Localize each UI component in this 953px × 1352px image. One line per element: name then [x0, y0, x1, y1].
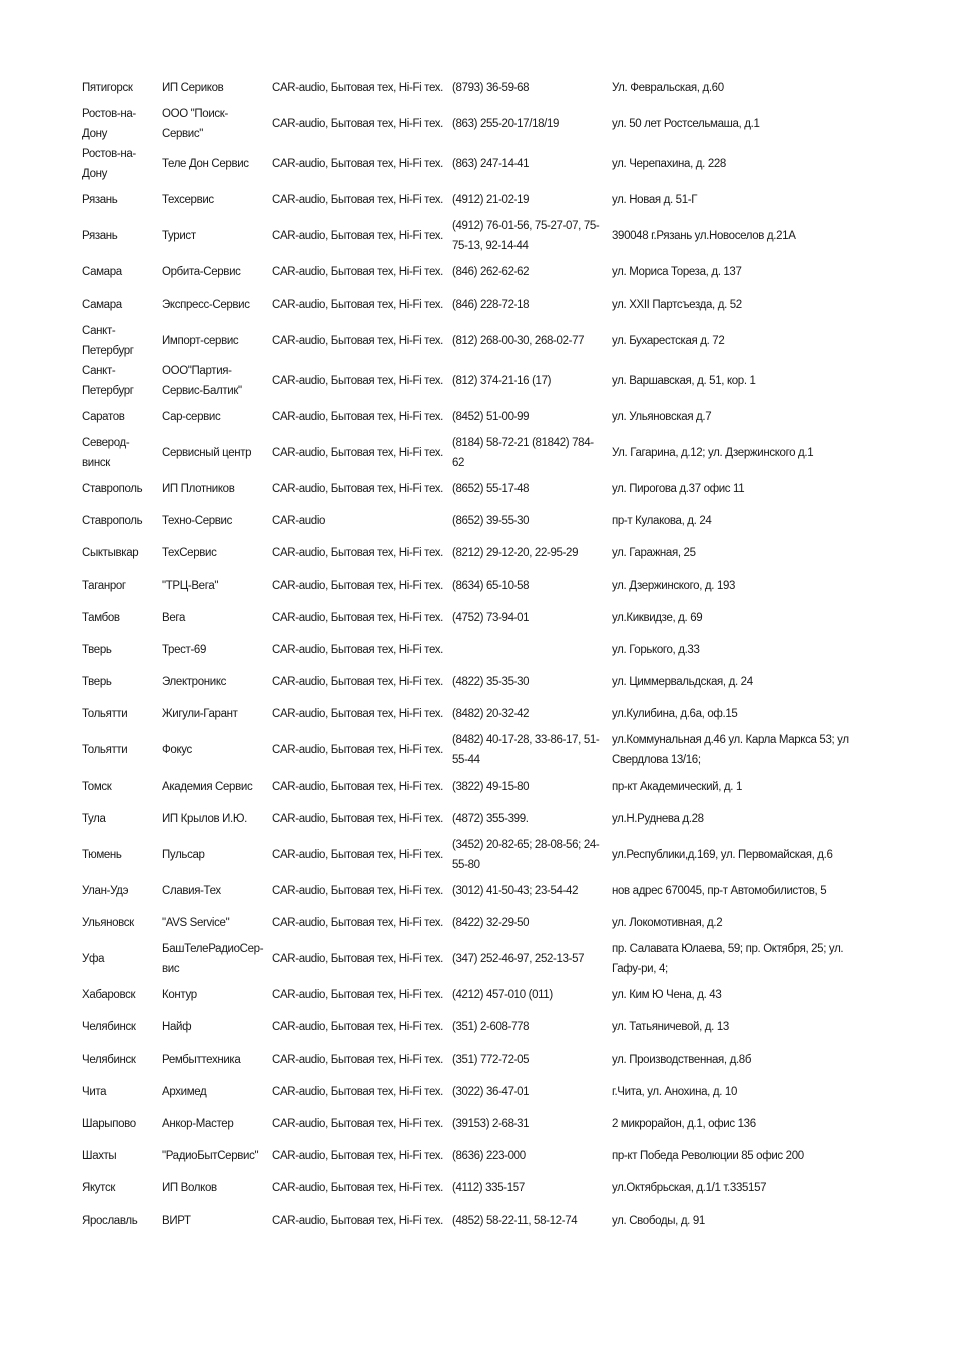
address-cell: Ул. Гагарина, д.12; ул. Дзержинского д.1	[612, 446, 814, 459]
table-row	[78, 1172, 868, 1204]
phone-cell: (8212) 29-12-20, 22-95-29	[452, 547, 579, 560]
table-row	[78, 1140, 868, 1172]
service-name-cell: Импорт-сервис	[162, 334, 239, 347]
phone-cell: (351) 772-72-05	[452, 1053, 530, 1066]
phone-cell: (8652) 55-17-48	[452, 483, 530, 496]
phone-cell: (812) 374-21-16 (17)	[452, 374, 552, 387]
service-name-cell: ИП Крылов И.Ю.	[162, 812, 248, 825]
equipment-type-cell: CAR-audio, Бытовая тех, Hi-Fi тех.	[272, 118, 443, 131]
phone-cell: (846) 228-72-18	[452, 298, 530, 311]
service-name-cell: Фокус	[162, 744, 192, 757]
phone-cell	[448, 634, 608, 666]
equipment-type-cell: CAR-audio, Бытовая тех, Hi-Fi тех.	[272, 446, 443, 459]
phone-cell: (8184) 58-72-21 (81842) 784-62	[452, 436, 594, 469]
service-name-cell: Электроникс	[162, 676, 227, 689]
address-cell: 390048 г.Рязань ул.Новоселов д.21А	[612, 230, 796, 243]
equipment-type-cell: CAR-audio, Бытовая тех, Hi-Fi тех.	[272, 1182, 443, 1195]
address-cell: 2 микрорайон, д.1, офис 136	[612, 1118, 756, 1131]
phone-cell: (8452) 51-00-99	[452, 410, 530, 423]
service-name-cell: БашТелеРадиоСер-вис	[162, 943, 264, 976]
table-row	[78, 1076, 868, 1108]
address-cell: пр. Салавата Юлаева, 59; пр. Октября, 25; ул. Гафу-ри, 4;	[612, 943, 844, 976]
address-cell: ул. Варшавская, д. 51, кор. 1	[612, 374, 756, 387]
service-name-cell: Трест-69	[162, 643, 207, 656]
city-cell: Тула	[82, 812, 106, 825]
equipment-type-cell: CAR-audio, Бытовая тех, Hi-Fi тех.	[272, 917, 443, 930]
address-cell: пр-кт Победа Революции 85 офис 200	[612, 1150, 804, 1163]
city-cell: Саратов	[82, 410, 125, 423]
service-name-cell: ВИРТ	[162, 1214, 191, 1227]
table-row	[78, 505, 868, 537]
address-cell: ул. Локомотивная, д.2	[612, 917, 723, 930]
table-row	[78, 939, 868, 979]
equipment-type-cell: CAR-audio, Бытовая тех, Hi-Fi тех.	[272, 812, 443, 825]
table-row	[78, 770, 868, 802]
service-name-cell: Экспресс-Сервис	[162, 298, 250, 311]
table-row	[78, 104, 868, 144]
equipment-type-cell: CAR-audio, Бытовая тех, Hi-Fi тех.	[272, 194, 443, 207]
table-row	[78, 666, 868, 698]
phone-cell: (351) 2-608-778	[452, 1021, 530, 1034]
table-row	[78, 602, 868, 634]
service-name-cell: Анкор-Мастер	[162, 1118, 234, 1131]
address-cell: ул. XXII Партсъезда, д. 52	[612, 298, 742, 311]
service-name-cell: "AVS Service"	[162, 917, 230, 930]
table-row	[78, 907, 868, 939]
service-name-cell: Техсервис	[162, 194, 214, 207]
phone-cell: (8636) 223-000	[452, 1150, 526, 1163]
equipment-type-cell: CAR-audio, Бытовая тех, Hi-Fi тех.	[272, 82, 443, 95]
city-cell: Якутск	[82, 1182, 116, 1195]
address-cell: ул.Октябрьская, д.1/1 т.335157	[612, 1182, 767, 1195]
table-row	[78, 361, 868, 401]
city-cell: Тюмень	[82, 848, 122, 861]
phone-cell: (812) 268-00-30, 268-02-77	[452, 334, 585, 347]
city-cell: Тольятти	[82, 708, 128, 721]
service-name-cell: ООО"Партия-Сервис-Балтик"	[162, 364, 242, 397]
equipment-type-cell: CAR-audio, Бытовая тех, Hi-Fi тех.	[272, 483, 443, 496]
phone-cell: (8634) 65-10-58	[452, 579, 530, 592]
service-name-cell: Теле Дон Сервис	[162, 158, 249, 171]
city-cell: Томск	[82, 780, 112, 793]
city-cell: Челябинск	[82, 1021, 136, 1034]
table-row	[78, 216, 868, 256]
service-centers-table	[78, 72, 868, 1237]
phone-cell: (8482) 40-17-28, 33-86-17, 51-55-44	[452, 734, 600, 767]
equipment-type-cell: CAR-audio, Бытовая тех, Hi-Fi тех.	[272, 780, 443, 793]
equipment-type-cell: CAR-audio, Бытовая тех, Hi-Fi тех.	[272, 266, 443, 279]
equipment-type-cell: CAR-audio, Бытовая тех, Hi-Fi тех.	[272, 334, 443, 347]
address-cell: ул. Производственная, д.8б	[612, 1053, 752, 1066]
table-row	[78, 698, 868, 730]
phone-cell: (8793) 36-59-68	[452, 82, 530, 95]
equipment-type-cell: CAR-audio, Бытовая тех, Hi-Fi тех.	[272, 708, 443, 721]
city-cell: Уфа	[82, 953, 105, 966]
address-cell: ул. Мориса Тореза, д. 137	[612, 266, 742, 279]
table-row	[78, 256, 868, 288]
city-cell: Таганрог	[82, 579, 126, 592]
table-row	[78, 144, 868, 184]
city-cell: Пятигорск	[82, 82, 133, 95]
service-name-cell: Орбита-Сервис	[162, 266, 241, 279]
address-cell: ул. Гаражная, 25	[612, 547, 696, 560]
address-cell: Ул. Февральская, д.60	[612, 82, 724, 95]
service-name-cell: Турист	[162, 230, 196, 243]
phone-cell: (3022) 36-47-01	[452, 1085, 530, 1098]
equipment-type-cell: CAR-audio, Бытовая тех, Hi-Fi тех.	[272, 410, 443, 423]
service-name-cell: "ТРЦ-Вега"	[162, 579, 219, 592]
service-name-cell: Сар-сервис	[162, 410, 221, 423]
service-name-cell: Вега	[162, 611, 186, 624]
table-row	[78, 401, 868, 433]
address-cell: ул. Циммервальдская, д. 24	[612, 676, 753, 689]
phone-cell: (4212) 457-010 (011)	[452, 989, 553, 1002]
address-cell: ул. Татьяничевой, д. 13	[612, 1021, 729, 1034]
table-row	[78, 321, 868, 361]
address-cell: пр-т Кулакова, д. 24	[612, 515, 712, 528]
service-name-cell: ИП Сериков	[162, 82, 224, 95]
service-name-cell: ТехСервис	[162, 547, 217, 560]
address-cell: ул. Бухарестская д. 72	[612, 334, 725, 347]
service-name-cell: ИП Волков	[162, 1182, 217, 1195]
address-cell: ул. Ульяновская д.7	[612, 410, 712, 423]
service-name-cell: ООО "Поиск-Сервис"	[162, 108, 228, 141]
equipment-type-cell: CAR-audio, Бытовая тех, Hi-Fi тех.	[272, 884, 443, 897]
city-cell: Сыктывкар	[82, 547, 139, 560]
service-name-cell: Архимед	[162, 1085, 207, 1098]
address-cell: пр-кт Академический, д. 1	[612, 780, 743, 793]
service-name-cell: Академия Сервис	[162, 780, 253, 793]
city-cell: Улан-Удэ	[82, 884, 129, 897]
table-row	[78, 875, 868, 907]
address-cell: ул. Дзержинского, д. 193	[612, 579, 736, 592]
city-cell: Рязань	[82, 194, 118, 207]
city-cell: Самара	[82, 298, 122, 311]
city-cell: Челябинск	[82, 1053, 136, 1066]
city-cell: Самара	[82, 266, 122, 279]
table-row	[78, 1044, 868, 1076]
city-cell: Ярославль	[82, 1214, 138, 1227]
phone-cell: (4852) 58-22-11, 58-12-74	[452, 1214, 578, 1227]
city-cell: Ставрополь	[82, 515, 143, 528]
service-name-cell: Славия-Тех	[162, 884, 221, 897]
table-row	[78, 537, 868, 569]
equipment-type-cell: CAR-audio, Бытовая тех, Hi-Fi тех.	[272, 547, 443, 560]
service-name-cell: Рембыттехника	[162, 1053, 241, 1066]
service-name-cell: ИП Плотников	[162, 483, 235, 496]
equipment-type-cell: CAR-audio, Бытовая тех, Hi-Fi тех.	[272, 744, 443, 757]
table-row	[78, 72, 868, 104]
phone-cell: (4912) 76-01-56, 75-27-07, 75-75-13, 92-14-44	[452, 220, 600, 253]
phone-cell: (4112) 335-157	[452, 1182, 525, 1195]
equipment-type-cell: CAR-audio, Бытовая тех, Hi-Fi тех.	[272, 1214, 443, 1227]
address-cell: ул.Коммунальная д.46 ул. Карла Маркса 53; ул Свердлова 13/16;	[612, 734, 849, 767]
city-cell: Тамбов	[82, 611, 120, 624]
phone-cell: (863) 255-20-17/18/19	[452, 118, 560, 131]
phone-cell: (3012) 41-50-43; 23-54-42	[452, 884, 579, 897]
city-cell: Хабаровск	[82, 989, 136, 1002]
phone-cell: (4752) 73-94-01	[452, 611, 530, 624]
address-cell: ул.Республики,д.169, ул. Первомайская, д.6	[612, 848, 833, 861]
address-cell: ул. Новая д. 51-Г	[612, 194, 698, 207]
phone-cell: (39153) 2-68-31	[452, 1118, 530, 1131]
address-cell: ул. Свободы, д. 91	[612, 1214, 705, 1227]
phone-cell: (8482) 20-32-42	[452, 708, 530, 721]
equipment-type-cell: CAR-audio, Бытовая тех, Hi-Fi тех.	[272, 1085, 443, 1098]
address-cell: ул. Черепахина, д. 228	[612, 158, 726, 171]
phone-cell: (8652) 39-55-30	[452, 515, 530, 528]
city-cell: Чита	[82, 1085, 107, 1098]
table-row	[78, 1011, 868, 1043]
table-row	[78, 289, 868, 321]
service-name-cell: Сервисный центр	[162, 446, 252, 459]
city-cell: Тверь	[82, 643, 112, 656]
address-cell: ул. Горького, д.33	[612, 643, 700, 656]
equipment-type-cell: CAR-audio, Бытовая тех, Hi-Fi тех.	[272, 374, 443, 387]
table-row	[78, 803, 868, 835]
city-cell: Санкт-Петербург	[82, 364, 134, 397]
phone-cell: (4822) 35-35-30	[452, 676, 530, 689]
equipment-type-cell: CAR-audio, Бытовая тех, Hi-Fi тех.	[272, 1118, 443, 1131]
table-row	[78, 1205, 868, 1237]
address-cell: ул. 50 лет Ростсельмаша, д.1	[612, 118, 760, 131]
city-cell: Шахты	[82, 1150, 117, 1163]
phone-cell: (863) 247-14-41	[452, 158, 530, 171]
table-row	[78, 979, 868, 1011]
equipment-type-cell: CAR-audio, Бытовая тех, Hi-Fi тех.	[272, 953, 443, 966]
table-row	[78, 730, 868, 770]
equipment-type-cell: CAR-audio, Бытовая тех, Hi-Fi тех.	[272, 989, 443, 1002]
table-row	[78, 570, 868, 602]
service-name-cell: Жигули-Гарант	[162, 708, 238, 721]
phone-cell: (4912) 21-02-19	[452, 194, 530, 207]
equipment-type-cell: CAR-audio, Бытовая тех, Hi-Fi тех.	[272, 611, 443, 624]
city-cell: Ростов-на-Дону	[82, 108, 136, 141]
phone-cell: (8422) 32-29-50	[452, 917, 530, 930]
city-cell: Ставрополь	[82, 483, 143, 496]
equipment-type-cell: CAR-audio, Бытовая тех, Hi-Fi тех.	[272, 643, 443, 656]
address-cell: ул. Ким Ю Чена, д. 43	[612, 989, 722, 1002]
address-cell: ул.Н.Руднева д.28	[612, 812, 704, 825]
service-name-cell: Контур	[162, 989, 197, 1002]
equipment-type-cell: CAR-audio, Бытовая тех, Hi-Fi тех.	[272, 158, 443, 171]
service-name-cell: "РадиоБытСервис"	[162, 1150, 259, 1163]
table-row	[78, 835, 868, 875]
table-row	[78, 184, 868, 216]
equipment-type-cell: CAR-audio, Бытовая тех, Hi-Fi тех.	[272, 1150, 443, 1163]
equipment-type-cell: CAR-audio, Бытовая тех, Hi-Fi тех.	[272, 676, 443, 689]
city-cell: Рязань	[82, 230, 118, 243]
phone-cell: (3822) 49-15-80	[452, 780, 530, 793]
phone-cell: (347) 252-46-97, 252-13-57	[452, 953, 585, 966]
address-cell: нов адрес 670045, пр-т Автомобилистов, 5	[612, 884, 827, 897]
equipment-type-cell: CAR-audio, Бытовая тех, Hi-Fi тех.	[272, 1021, 443, 1034]
address-cell: ул.Киквидзе, д. 69	[612, 611, 703, 624]
city-cell: Тверь	[82, 676, 112, 689]
table-row	[78, 1108, 868, 1140]
phone-cell: (3452) 20-82-65; 28-08-56; 24-55-80	[452, 838, 600, 871]
equipment-type-cell: CAR-audio, Бытовая тех, Hi-Fi тех.	[272, 579, 443, 592]
address-cell: ул.Кулибина, д.6а, оф.15	[612, 708, 738, 721]
equipment-type-cell: CAR-audio, Бытовая тех, Hi-Fi тех.	[272, 1053, 443, 1066]
phone-cell: (846) 262-62-62	[452, 266, 530, 279]
service-centers-table-body	[78, 72, 868, 1237]
city-cell: Санкт-Петербург	[82, 324, 134, 357]
service-name-cell: Техно-Сервис	[162, 515, 233, 528]
address-cell: ул. Пирогова д.37 офис 11	[612, 483, 745, 496]
equipment-type-cell: CAR-audio	[272, 515, 326, 528]
phone-cell: (4872) 355-399.	[452, 812, 529, 825]
city-cell: Северод-винск	[82, 436, 130, 469]
address-cell: г.Чита, ул. Анохина, д. 10	[612, 1085, 737, 1098]
city-cell: Шарыпово	[82, 1118, 136, 1131]
city-cell: Тольятти	[82, 744, 128, 757]
equipment-type-cell: CAR-audio, Бытовая тех, Hi-Fi тех.	[272, 298, 443, 311]
equipment-type-cell: CAR-audio, Бытовая тех, Hi-Fi тех.	[272, 848, 443, 861]
city-cell: Ульяновск	[82, 917, 134, 930]
table-row	[78, 634, 868, 666]
table-row	[78, 473, 868, 505]
equipment-type-cell: CAR-audio, Бытовая тех, Hi-Fi тех.	[272, 230, 443, 243]
city-cell: Ростов-на-Дону	[82, 148, 136, 181]
service-name-cell: Найф	[162, 1021, 192, 1034]
table-row	[78, 433, 868, 473]
service-name-cell: Пульсар	[162, 848, 205, 861]
